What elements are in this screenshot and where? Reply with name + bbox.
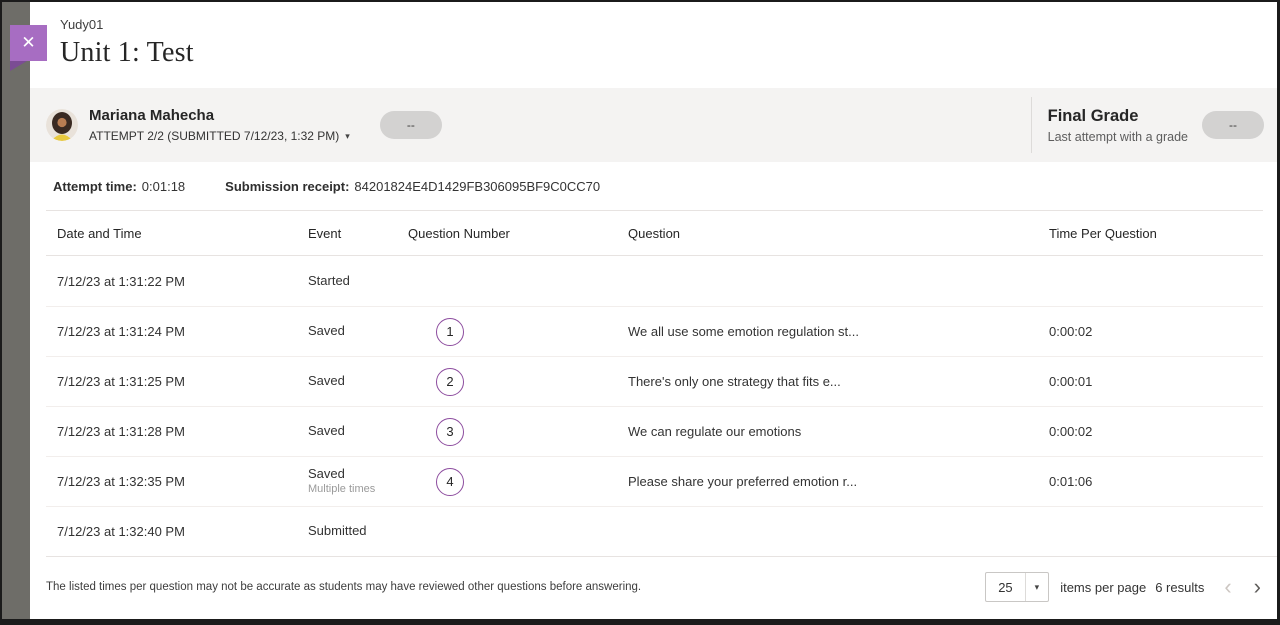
attempt-selector[interactable]: [89, 129, 350, 143]
cell-datetime: 7/12/23 at 1:31:28 PM: [57, 424, 185, 439]
cell-question: There's only one strategy that fits e...: [628, 374, 841, 389]
items-per-page-label: items per page: [1060, 579, 1147, 595]
attempt-time: [53, 179, 185, 194]
avatar-image: [46, 109, 78, 141]
final-grade-block: [1031, 97, 1188, 153]
event-label: Saved: [308, 323, 345, 339]
student-bar: [30, 88, 1277, 162]
cell-question-number: [408, 468, 628, 496]
cell-question-number: [408, 368, 628, 396]
table-row: [46, 406, 1263, 456]
column-header-time: Time Per Question: [1049, 225, 1157, 241]
panel-header: [30, 2, 1277, 88]
chevron-down-icon: ▾: [345, 130, 350, 141]
attempt-label: ATTEMPT 2/2 (SUBMITTED 7/12/23, 1:32 PM): [89, 129, 340, 143]
cell-event: [308, 423, 408, 439]
column-header-date: Date and Time: [57, 225, 142, 241]
chevron-right-icon: ›: [1253, 574, 1261, 599]
table-row: [46, 356, 1263, 406]
final-grade-subtitle: Last attempt with a grade: [1047, 129, 1188, 144]
event-label: Saved: [308, 466, 345, 482]
background-rail: [2, 2, 30, 619]
pagination: [985, 572, 1263, 602]
cell-datetime: 7/12/23 at 1:31:24 PM: [57, 324, 185, 339]
cell-question-number: [408, 418, 628, 446]
attempt-grade-pill[interactable]: --: [380, 111, 442, 139]
event-sublabel: Multiple times: [308, 483, 376, 496]
event-log-table: [46, 210, 1263, 556]
table-body: [46, 256, 1263, 556]
table-footer: [46, 556, 1277, 619]
cell-time: 0:00:02: [1049, 324, 1093, 339]
question-number-badge: 2: [436, 368, 464, 396]
column-header-question: Question: [628, 225, 681, 241]
table-row: [46, 306, 1263, 356]
close-icon: ✕: [21, 33, 36, 52]
panel-page: [30, 2, 1277, 619]
previous-page-button[interactable]: [1222, 576, 1233, 598]
table-row: [46, 456, 1263, 506]
question-number-badge: 1: [436, 318, 464, 346]
cell-question: We can regulate our emotions: [628, 424, 802, 439]
column-header-question-number: Question Number: [408, 225, 510, 241]
results-count: 6 results: [1155, 579, 1205, 595]
table-row: [46, 256, 1263, 306]
cell-time: 0:01:06: [1049, 474, 1093, 489]
cell-event: [308, 323, 408, 339]
attempt-time-label: Attempt time:: [53, 178, 137, 194]
attempt-time-value: 0:01:18: [141, 178, 186, 194]
cell-time: 0:00:01: [1049, 374, 1093, 389]
close-button-fold: [10, 61, 27, 71]
cell-datetime: 7/12/23 at 1:31:22 PM: [57, 273, 185, 289]
cell-datetime: 7/12/23 at 1:31:25 PM: [57, 374, 185, 389]
column-header-event: Event: [308, 225, 342, 241]
next-page-button[interactable]: [1252, 576, 1263, 598]
chevron-left-icon: ‹: [1224, 574, 1232, 599]
course-id: Yudy01: [60, 17, 104, 32]
final-grade-pill[interactable]: --: [1202, 111, 1264, 139]
cell-event: [308, 523, 408, 539]
event-label: Started: [308, 272, 350, 288]
cell-time: 0:00:02: [1049, 424, 1093, 439]
cell-question: Please share your preferred emotion r...: [628, 474, 858, 489]
cell-datetime: 7/12/23 at 1:32:35 PM: [57, 474, 185, 489]
cell-datetime: 7/12/23 at 1:32:40 PM: [57, 524, 185, 539]
submission-receipt: [225, 179, 600, 194]
footer-note: The listed times per question may not be accurate as students may have reviewed other questions before answering.: [46, 581, 642, 593]
question-number-badge: 4: [436, 468, 464, 496]
table-header-row: [46, 211, 1263, 256]
page-title: Unit 1: Test: [60, 37, 194, 68]
student-name: Mariana Mahecha: [89, 107, 215, 124]
avatar: [46, 109, 78, 141]
submission-receipt-label: Submission receipt:: [225, 178, 350, 194]
submission-receipt-value: 84201824E4D1429FB306095BF9C0CC70: [354, 178, 601, 194]
event-label: Submitted: [308, 523, 367, 539]
cell-question-number: [408, 318, 628, 346]
event-label: Saved: [308, 423, 345, 439]
question-number-badge: 3: [436, 418, 464, 446]
chevron-down-icon: ▾: [1025, 573, 1049, 601]
close-button[interactable]: [10, 25, 47, 61]
table-row: [46, 506, 1263, 556]
final-grade-title: Final Grade: [1047, 106, 1139, 125]
cell-question: We all use some emotion regulation st...: [628, 324, 859, 339]
cell-event: [308, 373, 408, 389]
student-info: [89, 107, 350, 143]
event-label: Saved: [308, 373, 345, 389]
page-size-value: 25: [998, 579, 1013, 595]
cell-event: [308, 466, 408, 497]
page-size-select[interactable]: [985, 572, 1049, 602]
cell-event: [308, 273, 408, 289]
attempt-meta-row: [30, 162, 1277, 210]
